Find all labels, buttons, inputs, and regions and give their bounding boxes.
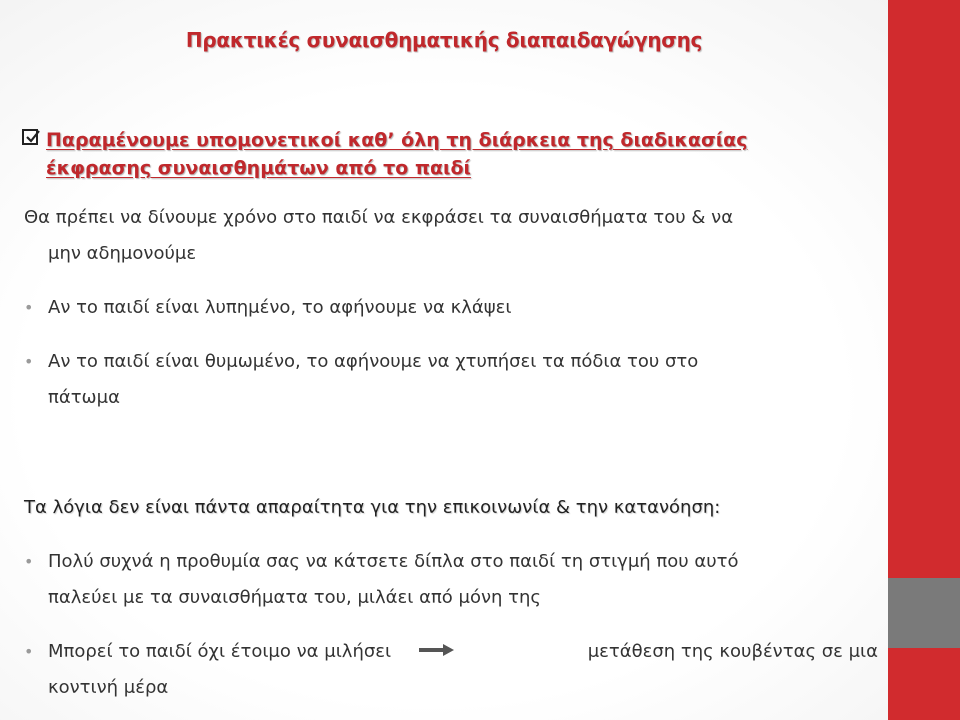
checked-box-icon [22,129,38,145]
paragraph-patience [24,200,878,272]
heading-text [46,126,880,182]
bullet-willingness-line-2: παλεύει με τα συναισθήματα του, μιλάει από μόνη της [48,587,541,608]
bullet-sad-text: Αν το παιδί είναι λυπημένο, το αφήνουμε να κλάψει [48,297,512,318]
side-band-red-bottom [888,648,960,720]
heading-line-2: έκφρασης συναισθημάτων από το παιδί [46,157,471,179]
side-band-red-top [888,0,960,578]
bullet-angry-line-1: Αν το παιδί είναι θυμωμένο, το αφήνουμε να χτυπήσει τα πόδια του στο [48,351,699,372]
heading-block [20,126,880,182]
bullet-not-ready-line-1 [48,634,878,670]
heading-line-1: Παραμένουμε υπομονετικοί καθ’ όλη τη διάρκεια της διαδικασίας [46,129,748,151]
bullet-willingness [24,544,878,616]
side-band [888,0,960,720]
right-arrow-icon [419,634,455,670]
slide-title: Πρακτικές συναισθηματικής διαπαιδαγώγησης [185,28,703,52]
bullet-sad [24,290,878,326]
bullet-not-ready-part-1: Μπορεί το παιδί όχι έτοιμο να μιλήσει [48,641,392,662]
bullet-not-ready [24,634,878,706]
bullet-dot: • [24,552,34,571]
bullet-not-ready-line-2: κοντινή μέρα [48,677,169,698]
side-band-gray [888,578,960,648]
bullet-dot: • [24,298,34,317]
paragraph-words: Τα λόγια δεν είναι πάντα απαραίτητα για την επικοινωνία & την κατανόηση: [24,497,721,518]
bullet-angry-line-2: πάτωμα [48,387,120,408]
bullet-not-ready-part-2: μετάθεση της κουβέντας σε μια [587,641,878,662]
paragraph-patience-line-2: μην αδημονούμε [48,243,197,264]
bullet-angry [24,344,878,416]
bullet-dot: • [24,642,34,661]
bullet-willingness-line-1: Πολύ συχνά η προθυμία σας να κάτσετε δίπλα στο παιδί τη στιγμή που αυτό [48,551,739,572]
paragraph-patience-line-1: Θα πρέπει να δίνουμε χρόνο στο παιδί να εκφράσει τα συναισθήματα του & να [24,207,734,228]
bullet-dot: • [24,352,34,371]
